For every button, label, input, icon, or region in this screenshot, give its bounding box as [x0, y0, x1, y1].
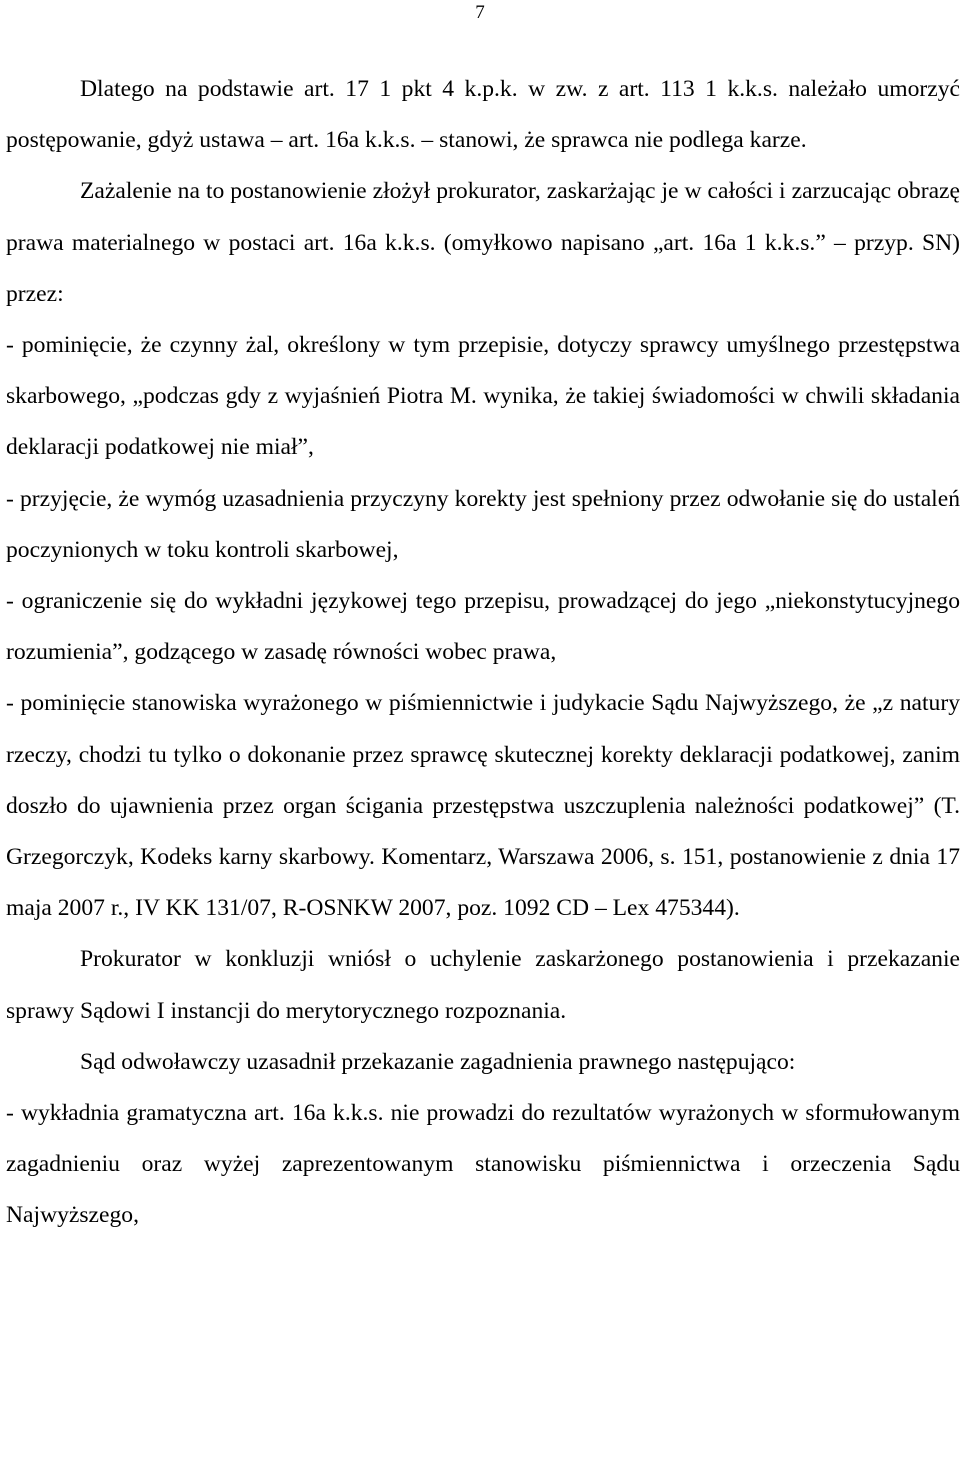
- list-item-zarzut-3: - ograniczenie się do wykładni językowej tego przepisu, prowadzącej do jego „niekonstytucyjnego rozumienia”, godzącego w zasadę równości wobec prawa,: [6, 588, 960, 666]
- page-number: 7: [475, 2, 485, 23]
- paragraph-umorzenie: Dlatego na podstawie art. 17 1 pkt 4 k.p.k. w zw. z art. 113 1 k.k.s. należało umorzyć postępowanie, gdyż ustawa – art. 16a k.k.s. – stanowi, że sprawca nie podlega karze.: [6, 76, 960, 154]
- list-item-zarzut-4: - pominięcie stanowiska wyrażonego w piśmiennictwie i judykacie Sądu Najwyższego, że „z natury rzeczy, chodzi tu tylko o dokonanie przez sprawcę skutecznej korekty deklaracji podatkowej, zanim doszło do ujawnienia przez organ ścigania przestępstwa uszczuplenia należności podatkowej” (T. Grzegorczyk, Kodeks karny skarbowy. Komentarz, Warszawa 2006, s. 151, postanowienie z dnia 17 maja 2007 r., IV KK 131/07, R-OSNKW 2007, poz. 1092 CD – Lex 475344).: [6, 690, 960, 922]
- list-item-zarzut-2: - przyjęcie, że wymóg uzasadnienia przyczyny korekty jest spełniony przez odwołanie się do ustaleń poczynionych w toku kontroli skarbowej,: [6, 485, 960, 563]
- paragraph-zazalenie: Zażalenie na to postanowienie złożył prokurator, zaskarżając je w całości i zarzucając obrazę prawa materialnego w postaci art. 16a k.k.s. (omyłkowo napisano „art. 16a 1 k.k.s.” – przyp. SN) przez:: [6, 178, 960, 307]
- document-body: [6, 64, 960, 1242]
- paragraph-sad-odwolawczy: Sąd odwoławczy uzasadnił przekazanie zagadnienia prawnego następująco:: [80, 1048, 796, 1075]
- list-item-uzasadnienie-1: - wykładnia gramatyczna art. 16a k.k.s. nie prowadzi do rezultatów wyrażonych w sformułowanym zagadnieniu oraz wyżej zaprezentowanym stanowisku piśmiennictwa i orzeczenia Sądu Najwyższego,: [6, 1100, 960, 1229]
- list-item-zarzut-1: - pominięcie, że czynny żal, określony w tym przepisie, dotyczy sprawcy umyślnego przestępstwa skarbowego, „podczas gdy z wyjaśnień Piotra M. wynika, że takiej świadomości w chwili składania deklaracji podatkowej nie miał”,: [6, 332, 960, 461]
- paragraph-konkluzja: Prokurator w konkluzji wniósł o uchylenie zaskarżonego postanowienia i przekazanie sprawy Sądowi I instancji do merytorycznego rozpoznania.: [6, 946, 960, 1024]
